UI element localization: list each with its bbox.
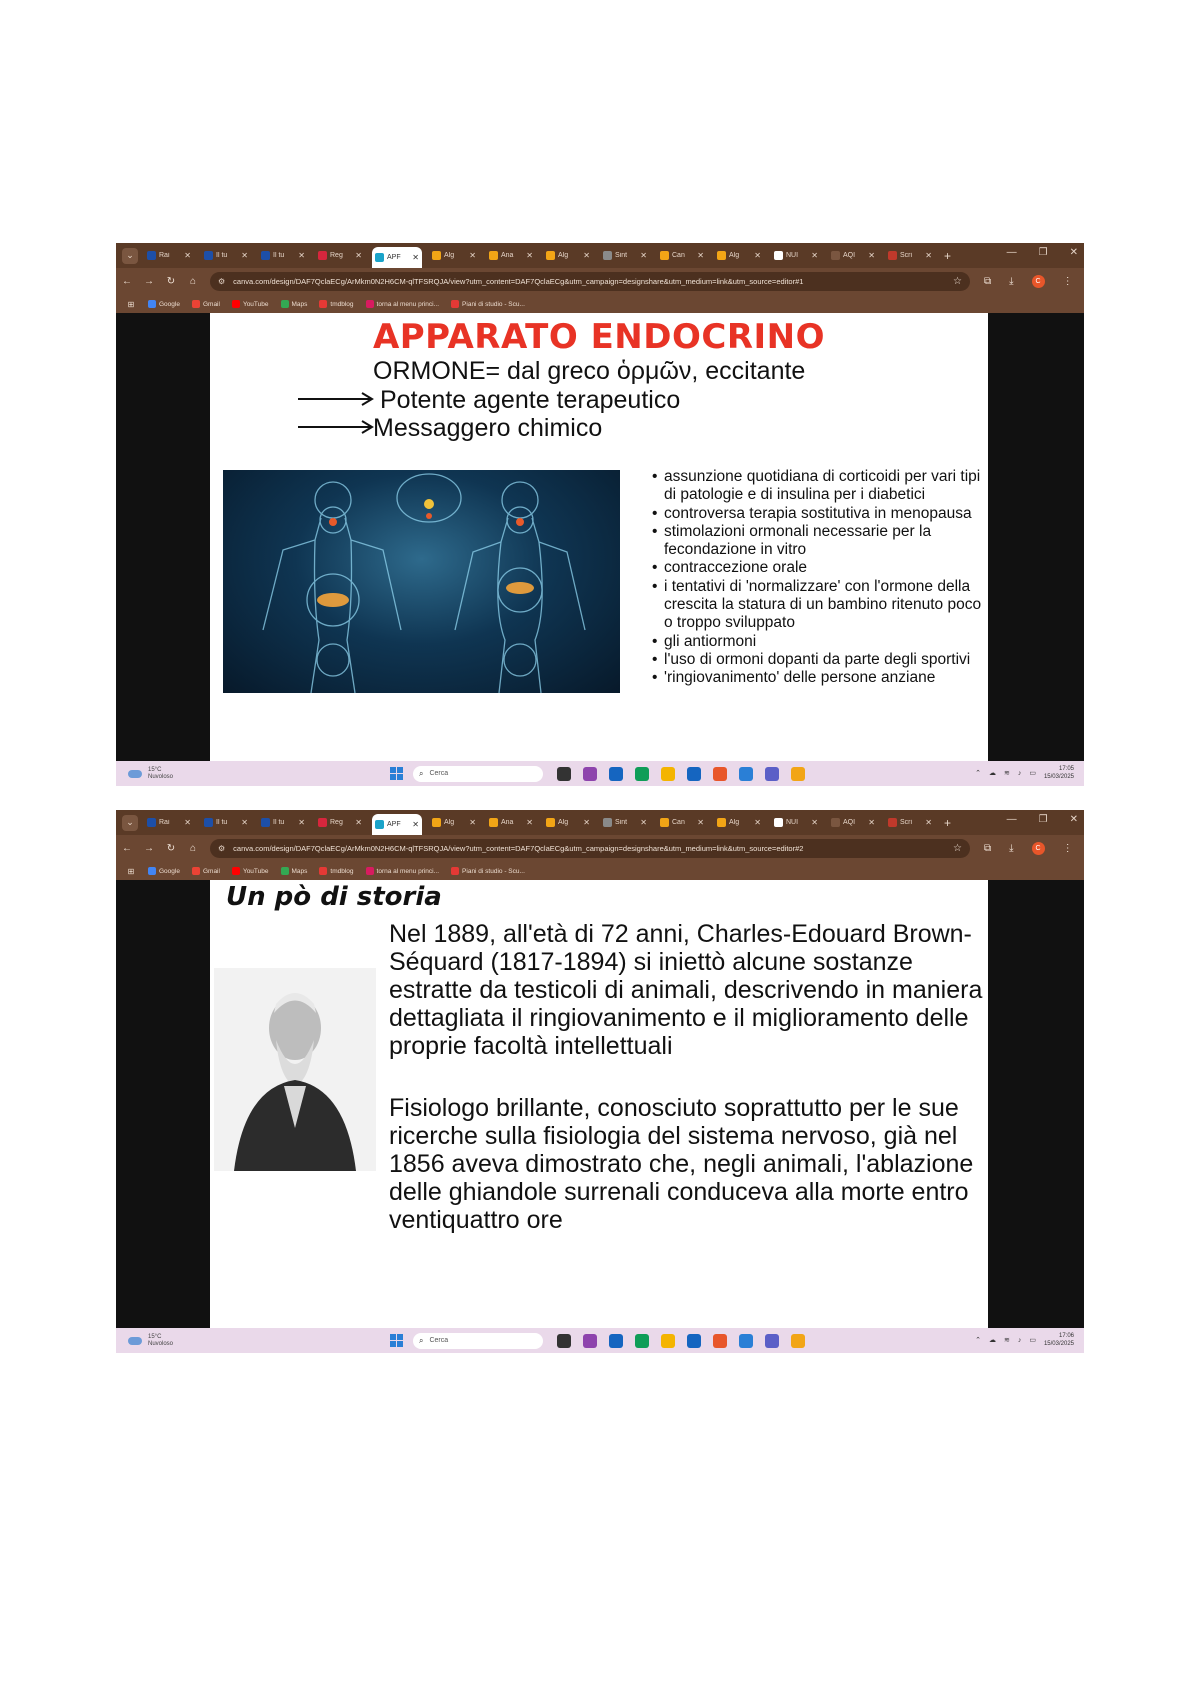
address-bar-row — [116, 268, 1084, 295]
endocrine-system-image — [223, 470, 620, 693]
favicon-icon — [204, 818, 213, 827]
screenshot-2 — [116, 810, 1084, 1353]
temperature: 15°C — [148, 1333, 162, 1340]
date: 15/03/2025 — [1043, 1341, 1074, 1347]
wifi-icon[interactable]: ≋ — [1003, 770, 1010, 777]
search-icon: ⌕ — [419, 1335, 424, 1345]
bookmark-favicon-icon — [366, 300, 374, 308]
tab-title: Il tu — [216, 252, 228, 259]
address-bar-row — [116, 835, 1084, 862]
bullet-item: • assunzione quotidiana di corticoidi per vari tipi di patologie e di insulina per i diabetici — [652, 468, 982, 505]
new-tab-button[interactable]: + — [944, 815, 952, 830]
tab-strip — [144, 810, 942, 835]
browser-tab[interactable] — [828, 813, 878, 832]
tab-title: Scri — [900, 252, 913, 259]
bookmark-label: torna al menu princi... — [376, 300, 440, 308]
taskbar-search[interactable] — [413, 766, 543, 782]
close-tab-icon[interactable]: ✕ — [811, 818, 818, 827]
bookmark-favicon-icon — [192, 300, 200, 308]
bookmark-item[interactable] — [192, 867, 220, 875]
bookmark-item[interactable] — [319, 867, 353, 875]
favicon-icon — [147, 251, 156, 260]
browser-tab[interactable] — [828, 246, 878, 265]
favicon-icon — [831, 251, 840, 260]
tab-title: Alg — [444, 819, 455, 826]
url-text[interactable]: canva.com/design/DAF7QclaECg/ArMkm0N2H6CM-qlTFSRQJA/view?utm_content=DAF7QclaECg&utm_campaign=designshare&utm_medium=link&utm_source=editor#1 — [233, 277, 804, 286]
favicon-icon — [432, 251, 441, 260]
close-tab-icon[interactable]: ✕ — [754, 818, 761, 827]
tab-strip — [144, 243, 942, 268]
bookmark-star-icon[interactable]: ☆ — [953, 843, 962, 854]
wifi-icon[interactable]: ≋ — [1003, 1337, 1010, 1344]
taskbar-app-icon[interactable] — [713, 767, 727, 781]
bookmark-star-icon[interactable]: ☆ — [953, 276, 962, 287]
weather-condition: Nuvoloso — [148, 1340, 174, 1347]
favicon-icon — [261, 818, 270, 827]
pinned-apps — [557, 1334, 805, 1348]
favicon-icon — [318, 251, 327, 260]
bookmark-label: Gmail — [202, 867, 220, 875]
bookmark-label: Maps — [291, 300, 308, 308]
bookmark-item[interactable] — [232, 300, 269, 308]
browser-tab[interactable] — [201, 246, 251, 265]
menu-icon[interactable]: ⋮ — [1062, 276, 1073, 287]
home-icon[interactable]: ⌂ — [189, 276, 197, 287]
tab-title: Alg — [558, 819, 569, 826]
bookmark-favicon-icon — [232, 300, 240, 308]
tab-title: AQI — [843, 819, 856, 826]
tab-title: APF — [387, 254, 401, 261]
close-tab-icon[interactable]: ✕ — [811, 251, 818, 260]
therapeutic-agent-line: Potente agente terapeutico — [380, 386, 681, 414]
battery-icon[interactable]: ▭ — [1029, 1337, 1036, 1344]
bookmark-favicon-icon — [451, 300, 459, 308]
close-tab-icon[interactable]: ✕ — [697, 251, 704, 260]
history-paragraph-2: Fisiologo brillante, conosciuto soprattutto per le sue ricerche sulla fisiologia del sistema nervoso, già nel 1856 aveva dimostrato che, negli animali, l'ablazione delle ghiandole surrenali conduceva alla morte entro ventiquattro ore — [389, 1094, 974, 1234]
favicon-icon — [546, 818, 555, 827]
favicon-icon — [375, 253, 384, 262]
apps-grid-icon[interactable]: ⊞ — [127, 866, 135, 876]
favicon-icon — [888, 251, 897, 260]
browser-tab[interactable] — [258, 246, 308, 265]
tab-title: AQI — [843, 252, 856, 259]
bookmark-label: torna al menu princi... — [376, 867, 440, 875]
reload-icon[interactable]: ↻ — [166, 276, 176, 287]
close-tab-icon[interactable]: ✕ — [868, 818, 875, 827]
bullet-item: • 'ringiovanimento' delle persone anziane — [652, 669, 982, 687]
canva-viewer — [116, 313, 1084, 761]
bookmark-favicon-icon — [319, 867, 327, 875]
bookmark-favicon-icon — [192, 867, 200, 875]
close-window-icon[interactable]: ✕ — [1069, 247, 1078, 258]
browser-tab[interactable] — [771, 246, 821, 265]
apps-grid-icon[interactable]: ⊞ — [127, 299, 135, 309]
browser-tab[interactable] — [600, 813, 650, 832]
bookmark-favicon-icon — [281, 300, 289, 308]
temperature: 15°C — [148, 766, 162, 773]
close-tab-icon[interactable]: ✕ — [469, 818, 476, 827]
system-tray — [975, 765, 1074, 781]
bullet-item: • contraccezione orale — [652, 559, 982, 577]
tab-title: Il tu — [216, 819, 228, 826]
close-tab-icon[interactable]: ✕ — [697, 818, 704, 827]
cloud-sync-icon[interactable]: ☁ — [988, 770, 996, 777]
taskbar-app-icon[interactable] — [635, 1334, 649, 1348]
window-controls — [1007, 814, 1078, 825]
cloud-sync-icon[interactable]: ☁ — [988, 1337, 996, 1344]
tab-title: Rai — [159, 819, 170, 826]
favicon-icon — [489, 818, 498, 827]
favicon-icon — [318, 818, 327, 827]
tab-title: Ana — [501, 252, 514, 259]
hormone-definition: ORMONE= dal greco ὁρμῶν, eccitante — [373, 357, 806, 385]
bookmark-item[interactable] — [148, 867, 180, 875]
close-tab-icon[interactable]: ✕ — [412, 820, 419, 829]
slide — [210, 880, 988, 1328]
cloud-icon — [128, 770, 142, 778]
windows-start-icon[interactable] — [390, 1334, 403, 1347]
browser-tab[interactable] — [144, 813, 194, 832]
url-text[interactable]: canva.com/design/DAF7QclaECg/ArMkm0N2H6CM-qlTFSRQJA/view?utm_content=DAF7QclaECg&utm_campaign=designshare&utm_medium=link&utm_source=editor#2 — [233, 844, 804, 853]
search-placeholder: Cerca — [429, 770, 449, 777]
tab-title: Rai — [159, 252, 170, 259]
time: 17:05 — [1058, 766, 1074, 772]
bookmark-item[interactable] — [319, 300, 353, 308]
taskbar-app-icon[interactable] — [583, 1334, 597, 1348]
slide-title: APPARATO ENDOCRINO — [372, 317, 826, 357]
taskbar-app-icon[interactable] — [609, 1334, 623, 1348]
bookmark-item[interactable] — [281, 867, 308, 875]
favicon-icon — [888, 818, 897, 827]
close-tab-icon[interactable]: ✕ — [298, 251, 305, 260]
windows-taskbar — [116, 761, 1084, 786]
bookmark-item[interactable] — [281, 300, 308, 308]
arrow-right-icon — [296, 391, 376, 407]
restore-icon[interactable]: ❐ — [1038, 247, 1048, 258]
windows-start-icon[interactable] — [390, 767, 403, 780]
bookmark-item[interactable] — [366, 867, 440, 875]
favicon-icon — [717, 251, 726, 260]
chemical-messenger-line: Messaggero chimico — [373, 414, 603, 442]
bullet-item: • gli antiormoni — [652, 633, 982, 651]
bookmark-favicon-icon — [148, 867, 156, 875]
taskbar-app-icon[interactable] — [661, 767, 675, 781]
extensions-icon[interactable]: ⧉ — [984, 276, 992, 287]
close-tab-icon[interactable]: ✕ — [298, 818, 305, 827]
taskbar-app-icon[interactable] — [765, 1334, 779, 1348]
bookmark-item[interactable] — [451, 867, 525, 875]
tab-title: Scri — [900, 819, 913, 826]
volume-icon[interactable]: ♪ — [1017, 1336, 1022, 1344]
taskbar-app-icon[interactable] — [583, 767, 597, 781]
bookmark-favicon-icon — [319, 300, 327, 308]
close-tab-icon[interactable]: ✕ — [355, 818, 362, 827]
favicon-icon — [603, 251, 612, 260]
favicon-icon — [774, 818, 783, 827]
browser-tab[interactable] — [657, 813, 707, 832]
bookmarks-bar — [116, 862, 1084, 880]
site-info-icon[interactable]: ⚙ — [218, 844, 226, 853]
weather-widget[interactable] — [128, 767, 348, 781]
portrait-image — [214, 968, 376, 1171]
close-tab-icon[interactable]: ✕ — [583, 818, 590, 827]
close-tab-icon[interactable]: ✕ — [184, 251, 191, 260]
bookmark-label: tmdblog — [330, 300, 354, 308]
download-icon[interactable]: ⤓ — [1009, 843, 1014, 854]
browser-tab[interactable] — [144, 246, 194, 265]
favicon-icon — [717, 818, 726, 827]
forward-icon[interactable]: → — [144, 276, 154, 287]
bookmark-list — [148, 867, 537, 875]
tab-search-icon[interactable]: ⌄ — [122, 248, 138, 264]
bookmark-favicon-icon — [451, 867, 459, 875]
omnibox[interactable] — [210, 839, 970, 858]
favicon-icon — [774, 251, 783, 260]
profile-avatar[interactable]: C — [1032, 842, 1045, 855]
tab-title: Alg — [558, 252, 569, 259]
favicon-icon — [831, 818, 840, 827]
bookmark-label: Google — [159, 300, 180, 308]
taskbar-app-icon[interactable] — [739, 767, 753, 781]
tab-title: Reg — [330, 252, 343, 259]
tab-search-icon[interactable]: ⌄ — [122, 815, 138, 831]
bookmark-item[interactable] — [148, 300, 180, 308]
weather-condition: Nuvoloso — [148, 773, 174, 780]
download-icon[interactable]: ⤓ — [1009, 276, 1014, 287]
search-placeholder: Cerca — [429, 1337, 449, 1344]
tab-title: NUI — [786, 819, 799, 826]
favicon-icon — [546, 251, 555, 260]
bookmark-label: YouTube — [242, 300, 269, 308]
bookmark-label: Gmail — [202, 300, 220, 308]
close-tab-icon[interactable]: ✕ — [526, 818, 533, 827]
tab-title: Can — [672, 819, 685, 826]
close-tab-icon[interactable]: ✕ — [925, 251, 932, 260]
taskbar-app-icon[interactable] — [661, 1334, 675, 1348]
bookmark-favicon-icon — [366, 867, 374, 875]
extensions-icon[interactable]: ⧉ — [984, 843, 992, 854]
bookmark-item[interactable] — [232, 867, 269, 875]
bookmark-favicon-icon — [281, 867, 289, 875]
browser-tab[interactable] — [714, 813, 764, 832]
bullet-item: • controversa terapia sostitutiva in menopausa — [652, 505, 982, 523]
tab-title: Alg — [729, 819, 740, 826]
browser-tab[interactable] — [429, 813, 479, 832]
favicon-icon — [660, 818, 669, 827]
favicon-icon — [261, 251, 270, 260]
taskbar-app-icon[interactable] — [765, 767, 779, 781]
favicon-icon — [147, 818, 156, 827]
bookmark-label: YouTube — [242, 867, 269, 875]
close-tab-icon[interactable]: ✕ — [583, 251, 590, 260]
menu-icon[interactable]: ⋮ — [1062, 843, 1073, 854]
back-icon[interactable]: ← — [122, 843, 132, 854]
omnibox[interactable] — [210, 272, 970, 291]
browser-tab[interactable] — [486, 246, 536, 265]
tab-bar — [116, 243, 1084, 268]
profile-avatar[interactable]: C — [1032, 275, 1045, 288]
bookmark-favicon-icon — [148, 300, 156, 308]
favicon-icon — [432, 818, 441, 827]
tab-title: Il tu — [273, 252, 285, 259]
back-icon[interactable]: ← — [122, 276, 132, 287]
browser-tab[interactable] — [543, 246, 593, 265]
close-tab-icon[interactable]: ✕ — [241, 251, 248, 260]
browser-tab[interactable] — [714, 246, 764, 265]
taskbar-app-icon[interactable] — [609, 767, 623, 781]
close-tab-icon[interactable]: ✕ — [241, 818, 248, 827]
close-tab-icon[interactable]: ✕ — [925, 818, 932, 827]
taskbar-app-icon[interactable] — [791, 767, 805, 781]
bullet-item: • l'uso di ormoni dopanti da parte degli sportivi — [652, 651, 982, 669]
tab-title: Il tu — [273, 819, 285, 826]
battery-icon[interactable]: ▭ — [1029, 770, 1036, 777]
browser-tab[interactable] — [429, 246, 479, 265]
screenshot-1 — [116, 243, 1084, 786]
volume-icon[interactable]: ♪ — [1017, 769, 1022, 777]
tab-title: Alg — [729, 252, 740, 259]
bullet-item: • i tentativi di 'normalizzare' con l'ormone della crescita la statura di un bambino ritenuto poco o troppo sviluppato — [652, 578, 982, 633]
clock[interactable] — [1044, 1332, 1074, 1348]
browser-tab[interactable] — [315, 813, 365, 832]
close-tab-icon[interactable]: ✕ — [184, 818, 191, 827]
close-tab-icon[interactable]: ✕ — [469, 251, 476, 260]
taskbar-app-icon[interactable] — [739, 1334, 753, 1348]
bookmark-item[interactable] — [366, 300, 440, 308]
tab-title: Reg — [330, 819, 343, 826]
browser-tab[interactable] — [201, 813, 251, 832]
forward-icon[interactable]: → — [144, 843, 154, 854]
slide-title: Un pò di storia — [226, 882, 442, 912]
favicon-icon — [489, 251, 498, 260]
bookmark-item[interactable] — [451, 300, 525, 308]
taskbar-app-icon[interactable] — [557, 1334, 571, 1348]
tab-title: APF — [387, 821, 401, 828]
tab-bar — [116, 810, 1084, 835]
site-info-icon[interactable]: ⚙ — [218, 277, 226, 286]
close-tab-icon[interactable]: ✕ — [355, 251, 362, 260]
window-controls — [1007, 247, 1078, 258]
taskbar-app-icon[interactable] — [687, 767, 701, 781]
home-icon[interactable]: ⌂ — [189, 843, 197, 854]
minimize-icon[interactable]: — — [1006, 814, 1017, 825]
bookmark-label: Piani di studio - Scu... — [462, 867, 525, 875]
toolbar-actions — [984, 275, 1073, 288]
browser-tab[interactable] — [885, 813, 935, 832]
close-tab-icon[interactable]: ✕ — [868, 251, 875, 260]
reload-icon[interactable]: ↻ — [166, 843, 176, 854]
hormone-uses-list — [652, 468, 982, 688]
system-tray — [975, 1332, 1074, 1348]
favicon-icon — [375, 820, 384, 829]
bookmark-favicon-icon — [232, 867, 240, 875]
tab-title: Sint — [615, 819, 628, 826]
bookmark-list — [148, 300, 537, 308]
browser-tab[interactable] — [258, 813, 308, 832]
arrow-right-icon — [296, 419, 376, 435]
restore-icon[interactable]: ❐ — [1038, 814, 1048, 825]
tab-title: Can — [672, 252, 685, 259]
toolbar-actions — [984, 842, 1073, 855]
tab-title: Alg — [444, 252, 455, 259]
bookmark-label: Google — [159, 867, 180, 875]
bookmark-label: tmdblog — [330, 867, 354, 875]
taskbar-app-icon[interactable] — [713, 1334, 727, 1348]
bullet-item: • stimolazioni ormonali necessarie per la fecondazione in vitro — [652, 523, 982, 560]
new-tab-button[interactable]: + — [944, 248, 952, 263]
favicon-icon — [204, 251, 213, 260]
cloud-icon — [128, 1337, 142, 1345]
chevron-up-icon[interactable]: ⌃ — [975, 770, 981, 777]
pinned-apps — [557, 767, 805, 781]
chevron-up-icon[interactable]: ⌃ — [975, 1337, 981, 1344]
close-tab-icon[interactable]: ✕ — [640, 251, 647, 260]
browser-tab[interactable] — [372, 814, 422, 835]
bookmark-item[interactable] — [192, 300, 220, 308]
weather-widget[interactable] — [128, 1334, 348, 1348]
browser-tab[interactable] — [885, 246, 935, 265]
close-tab-icon[interactable]: ✕ — [526, 251, 533, 260]
browser-tab[interactable] — [771, 813, 821, 832]
close-tab-icon[interactable]: ✕ — [640, 818, 647, 827]
browser-tab[interactable] — [600, 246, 650, 265]
taskbar-app-icon[interactable] — [687, 1334, 701, 1348]
time: 17:06 — [1058, 1333, 1074, 1339]
taskbar-search[interactable] — [413, 1333, 543, 1349]
browser-tab[interactable] — [657, 246, 707, 265]
bookmark-label: Piani di studio - Scu... — [462, 300, 525, 308]
browser-tab[interactable] — [315, 246, 365, 265]
bookmark-label: Maps — [291, 867, 308, 875]
tab-title: Sint — [615, 252, 628, 259]
browser-tab[interactable] — [543, 813, 593, 832]
search-icon: ⌕ — [419, 768, 424, 778]
date: 15/03/2025 — [1043, 774, 1074, 780]
close-window-icon[interactable]: ✕ — [1069, 814, 1078, 825]
minimize-icon[interactable]: — — [1006, 247, 1017, 258]
favicon-icon — [660, 251, 669, 260]
taskbar-app-icon[interactable] — [557, 767, 571, 781]
clock[interactable] — [1044, 765, 1074, 781]
browser-tab[interactable] — [372, 247, 422, 268]
slide — [210, 313, 988, 761]
favicon-icon — [603, 818, 612, 827]
browser-tab[interactable] — [486, 813, 536, 832]
canva-viewer — [116, 880, 1084, 1328]
history-paragraph-1: Nel 1889, all'età di 72 anni, Charles-Edouard Brown-Séquard (1817-1894) si iniettò alcune sostanze estratte da testicoli di animali, descrivendo in maniera dettagliata il ringiovanimento e il miglioramento delle proprie facoltà intellettuali — [389, 920, 983, 1060]
tab-title: NUI — [786, 252, 799, 259]
tab-title: Ana — [501, 819, 514, 826]
taskbar-app-icon[interactable] — [791, 1334, 805, 1348]
bookmarks-bar — [116, 295, 1084, 313]
close-tab-icon[interactable]: ✕ — [754, 251, 761, 260]
taskbar-app-icon[interactable] — [635, 767, 649, 781]
windows-taskbar — [116, 1328, 1084, 1353]
close-tab-icon[interactable]: ✕ — [412, 253, 419, 262]
